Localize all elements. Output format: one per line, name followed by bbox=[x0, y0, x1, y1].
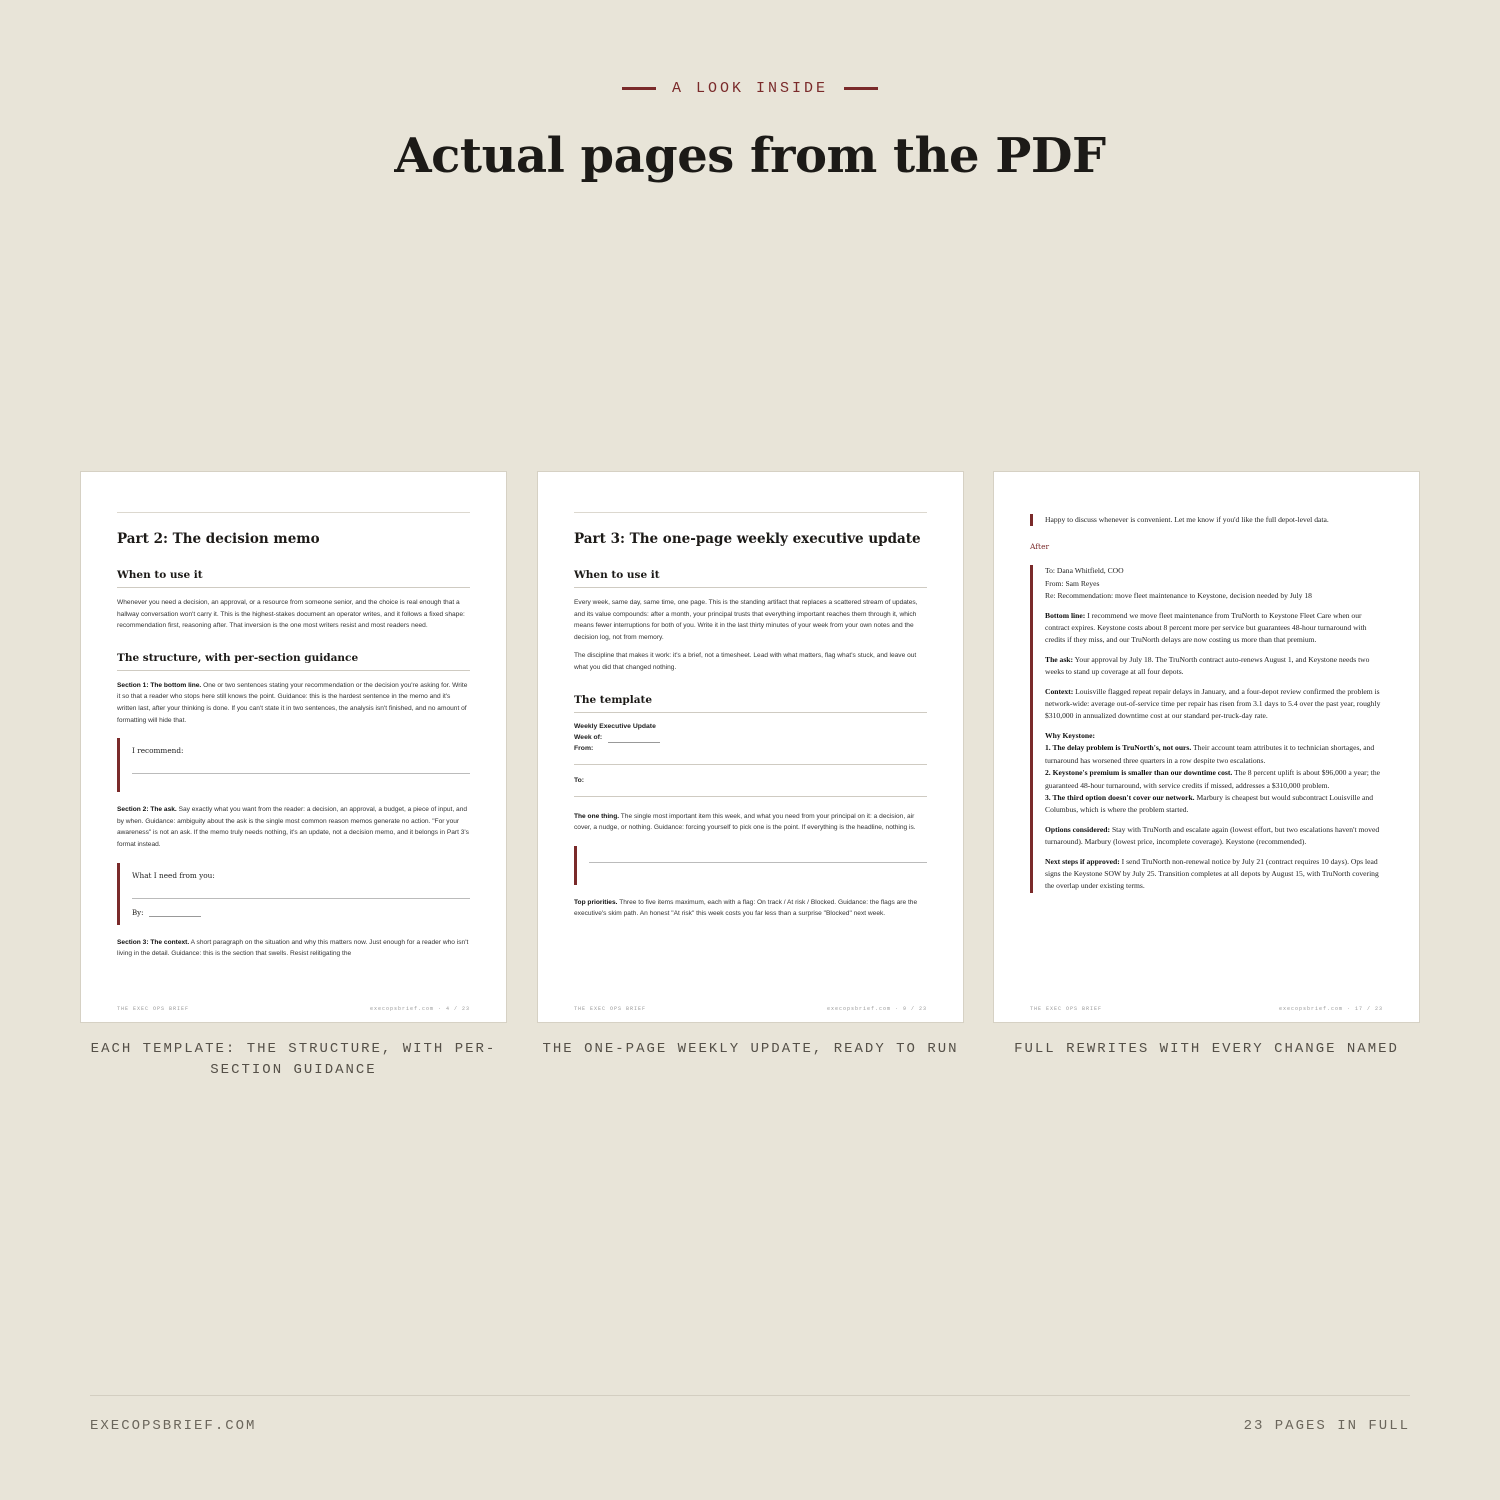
by-label: By: bbox=[132, 908, 144, 917]
eyebrow-rule-left bbox=[622, 87, 656, 90]
section-text: Louisville flagged repeat repair delays in January, and a four-depot review confirmed the problem is network-wide: average out-of-service time per repair has risen from 3.1 days to 5.4 over the past year, roughly $310,000 in annualized downtime cost at our standard per-truck-day rate. bbox=[1045, 686, 1381, 721]
eyebrow bbox=[0, 80, 1500, 97]
pdf-page-rewrite-example bbox=[993, 471, 1420, 1023]
page-caption: FULL REWRITES WITH EVERY CHANGE NAMED bbox=[1014, 1041, 1399, 1057]
page-footer bbox=[1030, 1006, 1383, 1012]
page-top-rule bbox=[117, 512, 470, 513]
letter-paragraph bbox=[1045, 730, 1383, 817]
section-lead: Context: bbox=[1045, 686, 1074, 696]
footer-divider bbox=[90, 1395, 1410, 1396]
section-lead: Section 3: The context. bbox=[117, 938, 190, 946]
footer-brand: THE EXEC OPS BRIEF bbox=[574, 1006, 647, 1012]
template-fields bbox=[574, 721, 927, 754]
page-footer bbox=[574, 1006, 927, 1012]
by-field bbox=[132, 909, 470, 917]
section-text: Your approval by July 18. The TruNorth contract auto-renews August 1, and Keystone needs two weeks to stand up coverage at all four depots. bbox=[1045, 654, 1370, 677]
pdf-page-weekly-update bbox=[537, 471, 964, 1023]
reason-text: Their account team attributes it to technician shortages, and turnaround has worsened three quarters in a row despite two escalations. bbox=[1045, 743, 1375, 765]
footer-page-number: execopsbrief.com · 17 / 23 bbox=[1278, 1006, 1383, 1012]
section-lead: The one thing. bbox=[574, 812, 620, 820]
template-title: Weekly Executive Update bbox=[574, 722, 656, 730]
letter-paragraph bbox=[1045, 824, 1383, 849]
page-caption: THE ONE-PAGE WEEKLY UPDATE, READY TO RUN bbox=[542, 1041, 959, 1057]
section-text: I send TruNorth non-renewal notice by July 21 (contract requires 10 days). Ops lead signs the Keystone SOW by July 25. Transition completes at all depots by August 15, with TruNorth covering the overlap under existing terms. bbox=[1045, 856, 1379, 891]
section-heading: The template bbox=[574, 694, 927, 713]
section-lead: Top priorities. bbox=[574, 898, 618, 906]
reason-lead: 3. The third option doesn't cover our network. bbox=[1045, 792, 1195, 802]
by-blank bbox=[149, 911, 201, 917]
to-label: To: bbox=[574, 776, 585, 784]
site-link[interactable]: EXECOPSBRIEF.COM bbox=[90, 1418, 257, 1434]
paragraph bbox=[574, 897, 927, 920]
page-top-rule bbox=[574, 512, 927, 513]
fill-in-callout bbox=[117, 863, 470, 925]
eyebrow-label: A LOOK INSIDE bbox=[671, 80, 829, 97]
section-text: The single most important item this week, and what you need from your principal on it: a decision, air cover, a nudge, or nothing. Guidance: forcing yourself to pick one is the point. If everything is the headline, nothing is. bbox=[574, 812, 916, 832]
letter-line: Happy to discuss whenever is convenient. Let me know if you'd like the full depot-level data. bbox=[1045, 515, 1329, 524]
letter-paragraph bbox=[1045, 686, 1383, 723]
reason-lead: 1. The delay problem is TruNorth's, not ours. bbox=[1045, 743, 1192, 753]
eyebrow-rule-right bbox=[844, 87, 878, 90]
week-of-label: Week of: bbox=[574, 733, 603, 741]
week-of-blank bbox=[608, 736, 660, 743]
page-title: Actual pages from the PDF bbox=[394, 128, 1106, 184]
fill-in-callout bbox=[574, 846, 927, 885]
footer-page-number: execopsbrief.com · 9 / 23 bbox=[826, 1006, 927, 1012]
to-line: To: Dana Whitfield, COO bbox=[1045, 566, 1124, 576]
reason-lead: 2. Keystone's premium is smaller than our downtime cost. bbox=[1045, 768, 1233, 778]
footer-page-number: execopsbrief.com · 4 / 23 bbox=[369, 1006, 470, 1012]
from-label: From: bbox=[574, 744, 594, 752]
paragraph bbox=[574, 811, 927, 834]
page-footer bbox=[117, 1006, 470, 1012]
divider bbox=[574, 764, 927, 765]
footer-brand: THE EXEC OPS BRIEF bbox=[1030, 1006, 1103, 1012]
paragraph bbox=[117, 937, 470, 960]
page-heading: Part 3: The one-page weekly executive update bbox=[574, 531, 921, 547]
paragraph bbox=[117, 680, 470, 726]
paragraph: The discipline that makes it work: it's a brief, not a timesheet. Lead with what matters, flag what's stuck, and leave out what you did that changed nothing. bbox=[574, 652, 917, 671]
section-lead: Why Keystone: bbox=[1045, 730, 1095, 740]
after-rewrite bbox=[1030, 565, 1383, 892]
letter-paragraph bbox=[1045, 610, 1383, 647]
section-text: One or two sentences stating your recommendation or the decision you're asking for. Write it so that a reader who stops here still knows the point. Guidance: this is the hardest sentence in the memo and it's written last, after your thinking is done. If you can't state it in two sentences, the analysis isn't finished, and no amount of formatting will hide that. bbox=[117, 681, 468, 724]
paragraph: Whenever you need a decision, an approval, or a resource from someone senior, and the choice is real enough that a hallway conversation won't carry it. This is the highest-stakes document an operator writes, and it follows a fixed shape: recommendation first, reasoning after. That inversion is the one most writers resist and most readers need. bbox=[117, 599, 465, 630]
page-count: 23 PAGES IN FULL bbox=[1243, 1418, 1410, 1434]
pdf-page-decision-memo bbox=[80, 471, 507, 1023]
section-heading: When to use it bbox=[117, 569, 470, 588]
callout-label: I recommend: bbox=[132, 746, 184, 756]
fill-in-callout bbox=[117, 738, 470, 792]
reason-text: Marbury is cheapest but would subcontract Louisville and Columbus, which is where the problem started. bbox=[1045, 792, 1373, 815]
reason-text: The 8 percent uplift is about $96,000 a year; the guaranteed 48-hour turnaround, with service credits if missed, addresses a $310,000 problem. bbox=[1045, 768, 1380, 790]
after-label: After bbox=[1030, 542, 1050, 552]
page-caption: EACH TEMPLATE: THE STRUCTURE, WITH PER-SECTION GUIDANCE bbox=[90, 1041, 497, 1078]
from-line: From: Sam Reyes bbox=[1045, 578, 1100, 588]
section-lead: Section 1: The bottom line. bbox=[117, 681, 202, 689]
letter-paragraph bbox=[1045, 654, 1383, 679]
section-lead: Next steps if approved: bbox=[1045, 856, 1120, 866]
section-text: Say exactly what you want from the reader: a decision, an approval, a budget, a piece of input, and by when. Guidance: ambiguity about the ask is the single most common reason memos generate no action. "For your awareness" is not an ask. If the memo truly needs nothing, it's an update, not a decision memo, and it belongs in Part 3's format instead. bbox=[117, 806, 469, 848]
section-lead: Section 2: The ask. bbox=[117, 806, 177, 814]
letter-paragraph bbox=[1045, 856, 1383, 893]
paragraph bbox=[117, 804, 470, 850]
re-line: Re: Recommendation: move fleet maintenance to Keystone, decision needed by July 18 bbox=[1045, 591, 1312, 601]
divider bbox=[574, 796, 927, 797]
letter-header bbox=[1045, 565, 1383, 602]
section-lead: The ask: bbox=[1045, 654, 1074, 664]
section-text: Stay with TruNorth and escalate again (lowest effort, but two escalations haven't moved turnaround). Marbury (lowest price, incomplete coverage). Keystone (recommended). bbox=[1045, 824, 1380, 847]
page-heading: Part 2: The decision memo bbox=[117, 531, 320, 547]
callout-label: What I need from you: bbox=[132, 870, 215, 880]
paragraph: Every week, same day, same time, one page. This is the standing artifact that replaces a scattered stream of updates, and its value compounds: after a month, your principal trusts that everything important reaches them through it, which means fewer interruptions for both of you. Write it in the last thirty minutes of your week from your own notes and the decision log, not from memory. bbox=[574, 599, 918, 641]
section-text: Three to five items maximum, each with a flag: On track / At risk / Blocked. Guidance: the flags are the executive's skim path. An honest "At risk" this week costs you far less than a surprise "Blocked" next week. bbox=[574, 898, 918, 918]
section-text: A short paragraph on the situation and why this matters now. Just enough for a reader who isn't living in the detail. Guidance: this is the section that swells. Resist relitigating the bbox=[117, 938, 469, 958]
week-of-field bbox=[574, 732, 927, 743]
before-excerpt bbox=[1030, 514, 1383, 526]
section-text: I recommend we move fleet maintenance from TruNorth to Keystone Fleet Care when our contract expires. Keystone costs about 8 percent more per service but guarantees 48-hour turnaround with credits if they miss, and our TruNorth delays are now costing us more than that premium. bbox=[1045, 610, 1367, 645]
section-lead: Bottom line: bbox=[1045, 610, 1086, 620]
section-lead: Options considered: bbox=[1045, 824, 1111, 834]
fill-in-line bbox=[132, 898, 470, 899]
section-heading: When to use it bbox=[574, 569, 927, 588]
section-heading: The structure, with per-section guidance bbox=[117, 652, 470, 671]
footer-brand: THE EXEC OPS BRIEF bbox=[117, 1006, 190, 1012]
